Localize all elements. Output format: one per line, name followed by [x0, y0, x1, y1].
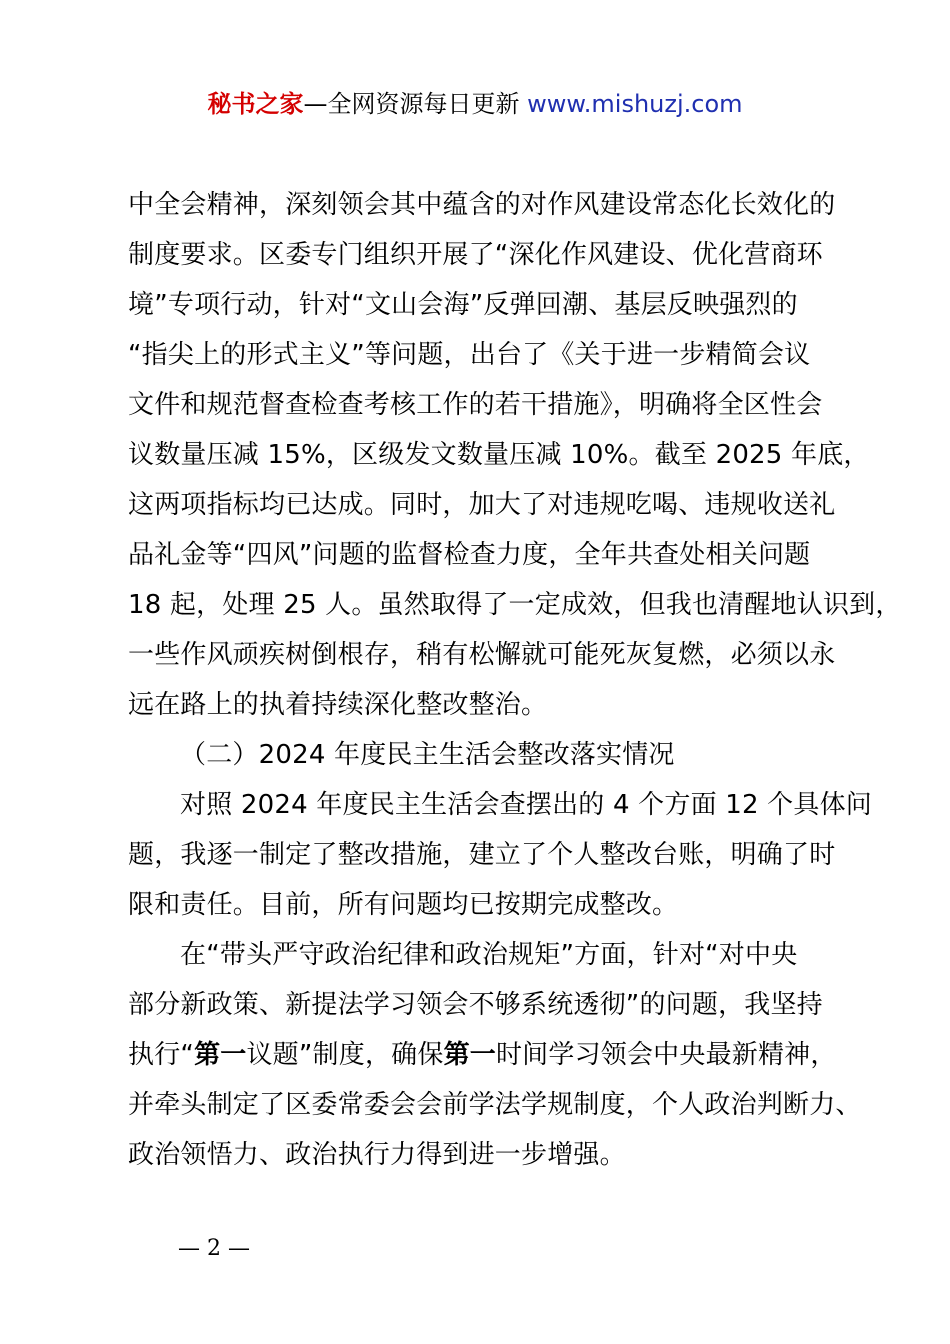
- text-line: 题，我逐一制定了整改措施，建立了个人整改台账，明确了时: [128, 840, 836, 870]
- section-heading: （二）2024 年度民主生活会整改落实情况: [180, 740, 675, 770]
- site-brand: 秘书之家: [207, 90, 304, 118]
- text-line: 并牵头制定了区委常委会会前学法学规制度，个人政治判断力、: [128, 1090, 862, 1120]
- text-line: 中全会精神，深刻领会其中蕴含的对作风建设常态化长效化的: [128, 190, 836, 220]
- text-line: 文件和规范督查检查考核工作的若干措施》，明确将全区性会: [128, 390, 823, 420]
- paragraph-first-line: 对照 2024 年度民主生活会查摆出的 4 个方面 12 个具体问: [180, 790, 872, 820]
- bold-text: 第一: [443, 1040, 496, 1070]
- site-header: [0, 86, 950, 122]
- site-tagline: —全网资源每日更新: [303, 90, 528, 118]
- text-line: 境”专项行动，针对“文山会海”反弹回潮、基层反映强烈的: [128, 290, 798, 320]
- bold-text: 第一: [194, 1040, 247, 1070]
- text-line: 政治领悟力、政治执行力得到进一步增强。: [128, 1140, 626, 1170]
- paragraph-first-line: 在“带头严守政治纪律和政治规矩”方面，针对“对中央: [180, 940, 798, 970]
- text-span: 议题”制度，确保: [246, 1040, 444, 1070]
- text-line: 制度要求。区委专门组织开展了“深化作风建设、优化营商环: [128, 240, 823, 270]
- text-line: 限和责任。目前，所有问题均已按期完成整改。: [128, 890, 679, 920]
- text-line: 远在路上的执着持续深化整改整治。: [128, 690, 548, 720]
- site-url-link[interactable]: www.mishuzj.com: [527, 90, 743, 118]
- text-span: 执行“: [128, 1040, 195, 1070]
- text-line: 品礼金等“四风”问题的监督检查力度，全年共查处相关问题: [128, 540, 811, 570]
- text-span: 时间学习领会中央最新精神，: [495, 1040, 837, 1070]
- text-line: 议数量压减 15%，区级发文数量压减 10%。截至 2025 年底，: [128, 440, 870, 470]
- text-line: 这两项指标均已达成。同时，加大了对违规吃喝、违规收送礼: [128, 490, 836, 520]
- text-line: “指尖上的形式主义”等问题，出台了《关于进一步精简会议: [128, 340, 811, 370]
- page-number: — 2 —: [178, 1236, 250, 1261]
- text-line: 部分新政策、新提法学习领会不够系统透彻”的问题，我坚持: [128, 990, 823, 1020]
- document-body: [128, 180, 902, 1180]
- text-line: 一些作风顽疾树倒根存，稍有松懈就可能死灰复燃，必须以永: [128, 640, 836, 670]
- text-line-mixed: [128, 1030, 840, 1080]
- text-line: 18 起，处理 25 人。虽然取得了一定成效，但我也清醒地认识到，: [128, 590, 902, 620]
